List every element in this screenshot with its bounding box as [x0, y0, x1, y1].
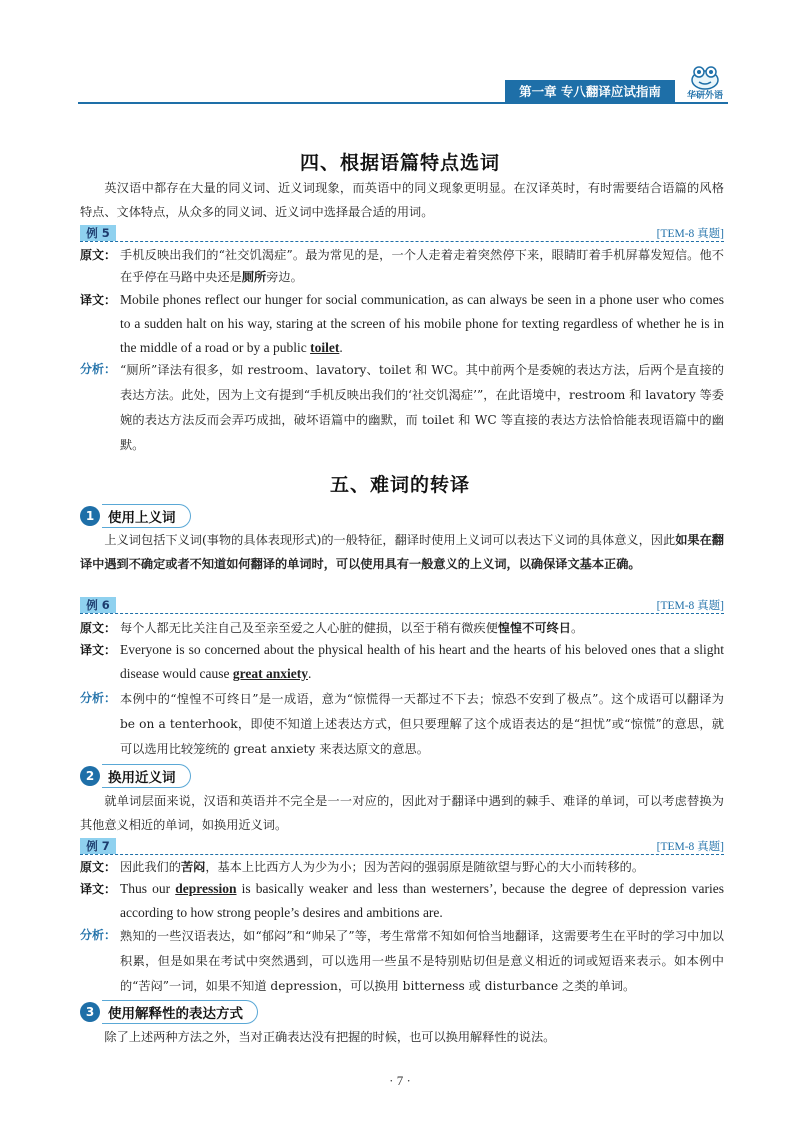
sub2-paragraph: 就单词层面来说，汉语和英语并不完全是一一对应的，因此对于翻译中遇到的棘手、难译的单词，可以考虑替换为其他意义相近的单词，如换用近义词。 [80, 794, 724, 832]
example-5-original [80, 244, 724, 288]
sub3-paragraph: 除了上述两种方法之外，当对正确表达没有把握的时候，也可以换用解释性的说法。 [104, 1030, 556, 1044]
translation-label: 译文： [80, 882, 117, 896]
analysis-text: 熟知的一些汉语表达，如“郁闷”和“帅呆了”等，考生常常不知如何恰当地翻译，这需要考生在平时的学习中加以积累，但是如果在考试中突然遇到，可以选用一些虽不是特别贴切但是意义相近的词或短语来表示。如本例中的“苦闷”一词，如果不知道 depression，可以换用 bitterness 或 disturbance 之类的单词。 [120, 929, 724, 993]
original-text [120, 856, 724, 878]
original-text [120, 244, 724, 288]
text-segment: Everyone is so concerned about the physical health of his heart and the hearts of his beloved ones that a slight disease would cause [120, 642, 724, 681]
example-7-original [80, 856, 724, 878]
analysis-text: “厕所”译法有很多，如 restroom、lavatory、toilet 和 WC。其中前两个是委婉的表达方法，后两个是直接的表达方法。此处，因为上文有提到“手机反映出我们的‘社交饥渴症’”，在此语境中，restroom 和 lavatory 等委婉的表达方法反而会弄巧成拙，破坏语篇中的幽默，而 toilet 和 WC 等直接的表达方法恰恰能表现语篇中的幽默。 [120, 363, 724, 452]
subhead-number: 3 [80, 1002, 100, 1022]
logo-text: 华研外语 [686, 91, 723, 101]
publisher-logo [680, 64, 730, 104]
example-tag: 例 6 [80, 597, 116, 613]
text-segment: 因此我们的 [120, 860, 181, 874]
text-segment: is basically weaker and less than westerners’, because the degree of depression varies according to how strong people’s desires and ambitions are. [120, 881, 724, 920]
example-6-analysis [80, 687, 724, 762]
analysis-label: 分析： [80, 691, 117, 705]
example-source: [TEM-8 真题] [656, 228, 724, 240]
subhead-number: 1 [80, 506, 100, 526]
example-6-translation [80, 638, 724, 686]
sub1-paragraph [80, 528, 724, 576]
bold-term: toilet [310, 340, 340, 355]
example-7-analysis [80, 924, 724, 999]
example-7-bar [80, 838, 724, 855]
example-5-bar [80, 225, 724, 242]
text-segment: ，基本上比西方人为少为小；因为苦闷的强弱原是随欲望与野心的大小而转移的。 [205, 860, 645, 874]
example-5-translation [80, 288, 724, 360]
translation-text [120, 638, 724, 686]
subhead-label: 使用解释性的表达方式 [102, 1000, 258, 1024]
subhead-label: 换用近义词 [102, 764, 191, 788]
subhead-label: 使用上义词 [102, 504, 191, 528]
example-7-translation [80, 877, 724, 925]
chapter-banner: 第一章 专八翻译应试指南 [505, 80, 675, 102]
text-segment: . [339, 340, 343, 355]
original-text [120, 617, 724, 639]
bold-term: 苦闷 [180, 860, 206, 874]
bold-term: depression [175, 881, 237, 896]
bold-term: great anxiety [232, 666, 308, 681]
example-tag: 例 5 [80, 225, 116, 241]
original-label: 原文： [80, 248, 117, 262]
bold-term: 厕所 [241, 270, 267, 284]
page-number: · 7 · [389, 1073, 411, 1088]
example-tag: 例 7 [80, 838, 116, 854]
text-segment: 上义词包括下义词(事物的具体表现形式)的一般特征，翻译时使用上义词可以表达下义词的具体意义，因此 [104, 533, 676, 547]
translation-text [120, 288, 724, 360]
translation-text [120, 877, 724, 925]
text-segment: . [307, 666, 312, 681]
bold-statement: 如果在翻译中遇到不确定或者不知道如何翻译的单词时，可以使用具有一般意义的上义词，以确保译文基本正确。 [80, 533, 724, 571]
original-label: 原文： [80, 621, 117, 635]
analysis-label: 分析： [80, 928, 117, 942]
section-title-4: 四、根据语篇特点选词 [299, 152, 500, 174]
text-segment: 每个人都无比关注自己及至亲至爱之人心脏的健损，以至于稍有微疾便 [120, 621, 498, 635]
section-title-5: 五、难词的转译 [329, 474, 470, 496]
frog-logo-icon [680, 64, 730, 90]
bold-term: 惶惶不可终日 [497, 621, 571, 635]
translation-label: 译文： [80, 293, 117, 307]
text-segment: Mobile phones reflect our hunger for social communication, as can always be seen in a phone user who comes to a sudden halt on his way, staring at the screen of his mobile phone for texting regardless of whether he is in the middle of a road or by a public [120, 292, 724, 355]
analysis-label: 分析： [80, 362, 117, 376]
original-label: 原文： [80, 860, 117, 874]
text-segment: 手机反映出我们的“社交饥渴症”。最为常见的是，一个人走着走着突然停下来，眼睛盯着手机屏幕发短信。他不在乎停在马路中央还是 [120, 248, 724, 284]
example-6-bar [80, 597, 724, 614]
example-source: [TEM-8 真题] [656, 841, 724, 853]
example-source: [TEM-8 真题] [656, 600, 724, 612]
text-segment: 。 [570, 621, 584, 635]
analysis-text: 本例中的“惶惶不可终日”是一成语，意为“惊慌得一天都过不下去；惊恐不安到了极点”。这个成语可以翻译为 be on a tenterhook，即使不知道上述表达方式，但只要理解了这个成语表达的是“担忧”或“惊慌”的意思，就可以选用比较笼统的 great anxiety 来表达原文的意思。 [120, 692, 724, 756]
header-rule [78, 102, 728, 104]
text-segment: 旁边。 [266, 270, 303, 284]
translation-label: 译文： [80, 643, 117, 657]
section-4-intro: 英汉语中都存在大量的同义词、近义词现象，而英语中的同义现象更明显。在汉译英时，有时需要结合语篇的风格特点、文体特点，从众多的同义词、近义词中选择最合适的用词。 [80, 181, 724, 219]
example-5-analysis [80, 358, 724, 458]
example-6-original [80, 617, 724, 639]
text-segment: Thus our [120, 881, 176, 896]
subhead-number: 2 [80, 766, 100, 786]
